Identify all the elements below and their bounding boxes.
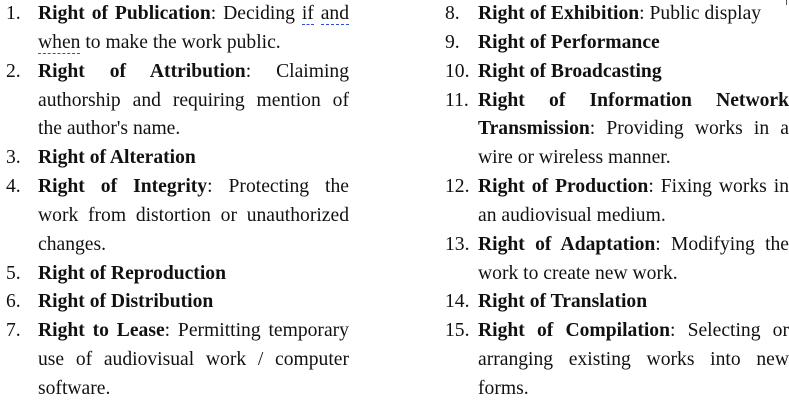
item-term: Right of Broadcasting	[478, 60, 662, 82]
right-column	[441, 0, 789, 404]
item-description: : Fixing works in an audiovisual medium.	[478, 176, 789, 226]
item-term: Right of Performance	[478, 31, 660, 53]
item-text	[478, 317, 789, 404]
item-text	[38, 317, 349, 404]
list-item	[0, 317, 349, 404]
list-item	[441, 173, 789, 231]
item-description: : Selecting or arranging existing works into new forms.	[478, 320, 789, 399]
list-item	[441, 58, 789, 87]
item-number: 4.	[6, 176, 21, 198]
item-text	[478, 29, 789, 58]
item-number: 7.	[6, 320, 21, 342]
item-number: 10.	[445, 60, 470, 82]
item-description-part: to make the work public.	[80, 31, 281, 53]
item-description: : Permitting temporary use of audiovisual work / computer software.	[38, 320, 349, 399]
item-number: 8.	[445, 3, 460, 24]
item-description: : Protecting the work from distortion or unauthorized changes.	[38, 176, 349, 255]
item-number: 11.	[445, 89, 469, 111]
item-term: Right of Alteration	[38, 147, 196, 169]
item-description: : Modifying the work to create new work.	[478, 233, 789, 284]
list-item	[441, 29, 789, 58]
item-number: 2.	[6, 60, 21, 82]
item-number: 6.	[6, 291, 21, 313]
item-text	[38, 288, 349, 317]
list-item	[0, 58, 349, 145]
item-description: : Public display	[639, 3, 762, 24]
item-text	[38, 173, 349, 260]
item-description: : Claiming authorship and requiring mention of the author's name.	[38, 60, 349, 140]
item-number: 5.	[6, 262, 21, 284]
item-text	[38, 0, 349, 58]
item-number: 14.	[445, 291, 470, 313]
item-term: Right of Integrity	[38, 176, 208, 198]
item-term: Right of Publication	[38, 3, 211, 24]
item-number: 12.	[445, 176, 470, 198]
item-description: : Providing works in a wire or wireless manner.	[478, 118, 789, 169]
left-column	[0, 0, 349, 404]
item-text	[38, 58, 349, 145]
item-description-part	[314, 3, 321, 24]
item-text	[478, 87, 789, 174]
item-text	[38, 144, 349, 173]
list-item	[0, 288, 349, 317]
list-item	[441, 0, 789, 29]
item-text	[478, 173, 789, 231]
item-description-part: : Deciding	[210, 3, 302, 24]
list-item	[441, 231, 789, 289]
item-term: Right to Lease	[38, 320, 165, 342]
item-text	[478, 0, 789, 29]
item-text	[38, 260, 349, 289]
item-term: Right of Information Network Transmission	[478, 89, 789, 140]
item-text	[478, 58, 789, 87]
item-term: Right of Distribution	[38, 291, 214, 313]
list-item	[441, 87, 789, 174]
item-number: 1.	[6, 3, 21, 24]
item-number: 15.	[445, 320, 470, 342]
list-item	[441, 288, 789, 317]
item-number: 13.	[445, 233, 470, 255]
list-item	[441, 317, 789, 404]
rights-list-left	[0, 0, 349, 404]
item-term: Right of Attribution	[38, 60, 246, 82]
list-item	[0, 173, 349, 260]
item-number: 3.	[6, 147, 21, 169]
item-term: Right of Exhibition	[478, 3, 640, 24]
rights-list-right	[441, 0, 789, 404]
item-number: 9.	[445, 31, 460, 53]
margin-mark	[786, 0, 787, 5]
item-term: Right of Translation	[478, 291, 648, 313]
item-term: Right of Reproduction	[38, 262, 226, 284]
list-item	[0, 144, 349, 173]
list-item	[0, 0, 349, 58]
list-item	[0, 260, 349, 289]
item-text	[478, 288, 789, 317]
item-term: Right of Production	[478, 176, 649, 198]
item-text	[478, 231, 789, 289]
item-term: Right of Adaptation	[478, 233, 656, 255]
flagged-phrase[interactable]: and when	[38, 3, 349, 53]
flagged-word[interactable]: if	[301, 3, 314, 24]
item-term: Right of Compilation	[478, 320, 670, 342]
